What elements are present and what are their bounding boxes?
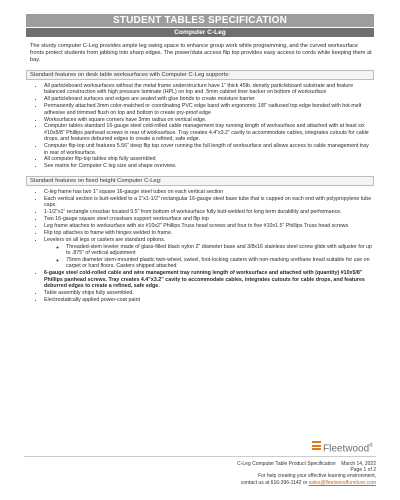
list-item: • All computer flip-top tables ship fully assembled	[44, 156, 374, 162]
list-item: • C-leg frame has two 1” square 16-gauge steel tubes on each vertical section	[44, 189, 374, 195]
fleetwood-logo	[312, 440, 382, 455]
spec-page	[26, 14, 374, 304]
registered-mark: ®	[369, 443, 373, 449]
section-heading-c-leg: Standard features on fixed height Computer C-Leg:	[26, 176, 374, 186]
list-item: • Table assembly ships fully assembled.	[44, 290, 374, 296]
footer-contact: contact us at 616-396-1142 or	[240, 479, 309, 486]
list-item-bold: • 6-gauge steel cold-rolled cable and wire management tray running length of worksurface and attached with (quantity) #10x5/8” Phillips panhead screws. Tray creates 4.4”x3.2” cavity to accommodate cables, integrates cutouts for cable drops, and features deburred edges to create a refined, safe edge.	[44, 270, 374, 289]
footer-doc-title: C-Leg Computer Table Product Specification	[237, 461, 336, 467]
list-item: • Electrostatically applied power-coat paint	[44, 297, 374, 303]
page-footer	[237, 461, 376, 486]
page-subtitle: Computer C-Leg	[26, 28, 374, 37]
sub-list-item: ◦ 75mm diameter stem-mounted plastic twin-wheel, swivel, foot-locking casters with non-marking urethane tread suitable for use on carpet or hard floors. Casters shipped attached	[66, 257, 374, 270]
list-item: • 1-1/2”x1” rectangle crossbar located 9.5” from bottom of worksurface fully butt-welded for long term durability and performance.	[44, 209, 374, 215]
c-leg-features-list	[26, 189, 374, 303]
sub-list-item: ◦ Threaded-stem leveler made of glass-filled black nylon 2” diameter base and 3/8x16 stainless steel screw glide with adjuster for up to .875” of vertical adjustment	[66, 244, 374, 257]
page-title: STUDENT TABLES SPECIFICATION	[26, 14, 374, 27]
logo-mark-icon	[312, 441, 321, 450]
list-item-text: Levelers on all legs or casters are standard options.	[44, 236, 166, 243]
list-item: • Leg frame attaches to worksurface with six #10x2” Phillips Truss head screws and four to five #10x1.5” Phillips Truss head screws	[44, 223, 374, 229]
footer-divider	[24, 456, 376, 457]
footer-page-number: Page 1 of 2	[350, 467, 376, 474]
list-item: • All particleboard surfaces and edges are sealed with glue bonds to create moisture barrier	[44, 96, 374, 102]
logo-wordmark: Fleetwood	[323, 443, 370, 455]
list-item: • Computer flip-top unit features 5.56” deep flip top cover running the full length of worksurface and allows access to cable management tray in rear of worksurface.	[44, 143, 374, 156]
worksurface-features-list	[26, 83, 374, 170]
list-item: • Flip top attaches to frame with hinges welded to frame.	[44, 230, 374, 236]
section-heading-worksurfaces: Standard features on desk table worksurfaces with Computer C-Leg supports:	[26, 70, 374, 80]
footer-help-line: For help creating your effective learning environment,	[257, 473, 376, 480]
list-item: • Two 16-gauge square steel crossbars support worksurface and flip top	[44, 216, 374, 222]
leveler-options-list	[44, 244, 374, 270]
list-item: • All particleboard worksurfaces without the metal frame understructure have 1” thick 45lb. density particleboard substrate and feature balanced construction with high pressure laminate (HPL) on top and .5mm cabinet liner backer on bottom of worksurface	[44, 83, 374, 96]
list-item: • Permanently attached 3mm color-matched or coordinating PVC edge band with ergonomic 1/8” radiused top edge bonded with hot-melt adhesive and trimmed flush on top and bottom to create pry-proof edge	[44, 103, 374, 116]
list-item: • See matrix for Computer C leg size and shape overview.	[44, 163, 374, 169]
email-link[interactable]: sales@fleetwoodfurniture.com	[308, 479, 376, 486]
list-item: • Each vertical section is butt-welded to a 1”x1-1/2” rectangular 16-gauge steel base tube that is capped on each end with polypropylene tube caps.	[44, 196, 374, 209]
intro-paragraph: The sturdy computer C-Leg provides ample leg swing space to enhance group work while programming, and the curved worksurface fronts protect students from jabbing into sharp edges. The power/data access flip top provides easy access to cords while keeping them at bay.	[30, 43, 372, 63]
footer-date: March 14, 2022	[341, 461, 376, 467]
list-item: • Worksurfaces with square corners have 3mm radius on vertical edge.	[44, 117, 374, 123]
list-item: • Computer tables standard 16-gauge steel cold-rolled cable management tray running length of worksurface and attached with at least six #10x5/8” Phillips panhead screws in rear of worksurface. Tray creates 4.4”x3.2” cavity to accommodate cables, integrates cutouts for cable drops, and features deburred edges to create a refined, safe edge.	[44, 123, 374, 142]
list-item	[44, 237, 374, 270]
